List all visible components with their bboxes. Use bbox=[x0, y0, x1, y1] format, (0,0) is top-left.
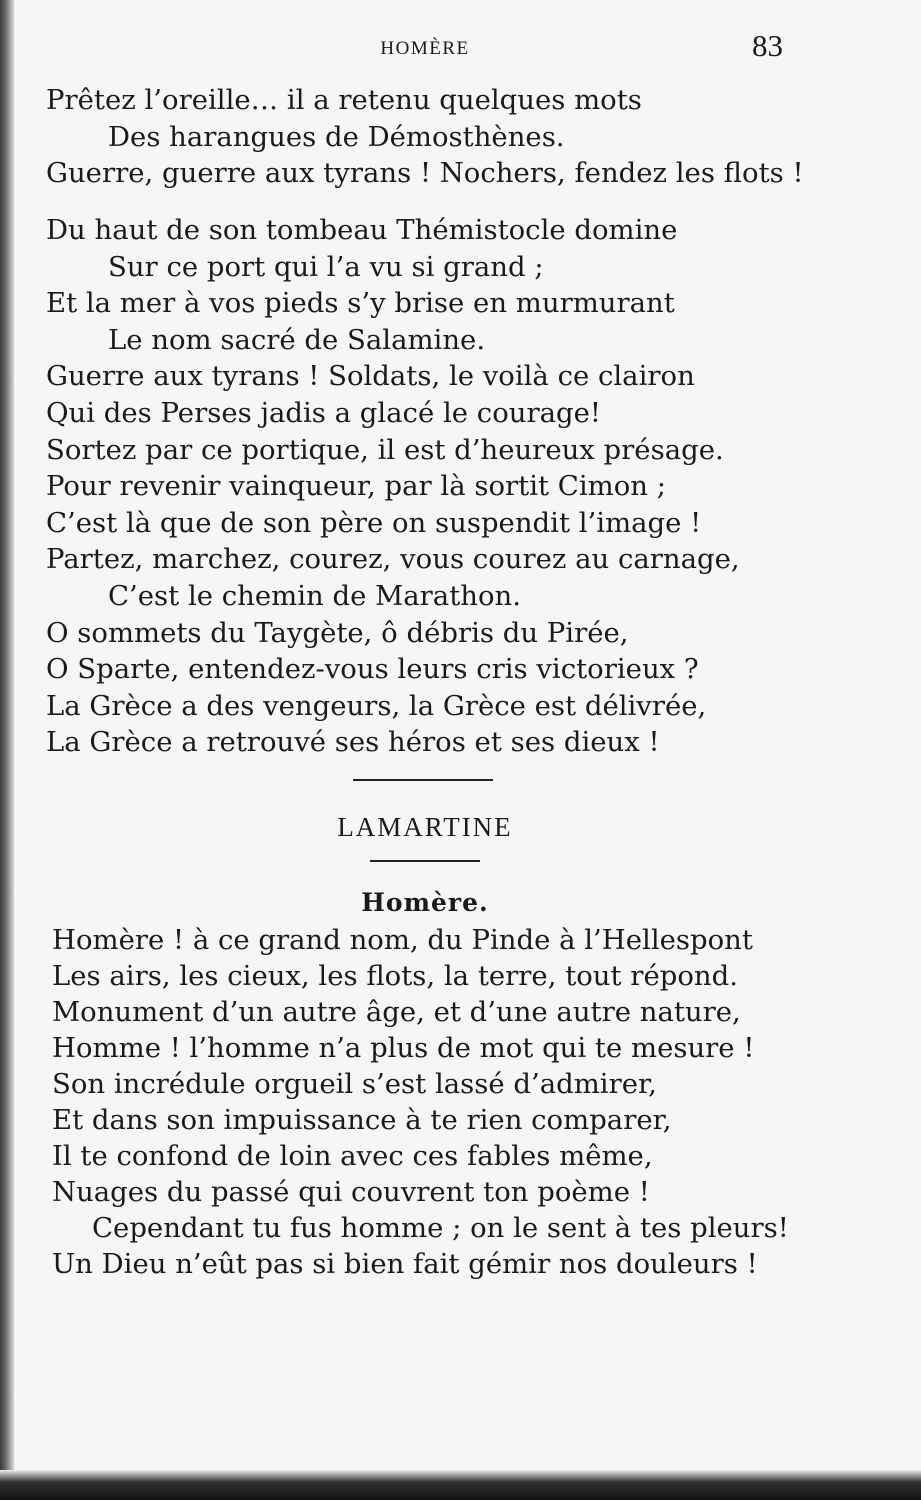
author-heading: LAMARTINE bbox=[337, 812, 513, 842]
verse-line: Le nom sacré de Salamine. bbox=[108, 323, 486, 356]
verse-line: C’est le chemin de Marathon. bbox=[108, 579, 521, 612]
verse-line: Prêtez l’oreille… il a retenu quelques mots bbox=[46, 84, 642, 116]
verse-line: Nuages du passé qui couvrent ton poème ! bbox=[52, 1176, 650, 1208]
verse-line: Guerre aux tyrans ! Soldats, le voilà ce clairon bbox=[46, 360, 695, 393]
verse-line: Homère ! à ce grand nom, du Pinde à l’Hellespont bbox=[52, 924, 753, 956]
verse-line: La Grèce a retrouvé ses héros et ses dieux ! bbox=[46, 726, 660, 759]
verse-line: Guerre, guerre aux tyrans ! Nochers, fendez les flots ! bbox=[46, 157, 804, 190]
verse-line: O sommets du Taygète, ô débris du Pirée, bbox=[46, 616, 629, 649]
poem-title: Homère. bbox=[361, 888, 489, 917]
verse-line: Partez, marchez, courez, vous courez au carnage, bbox=[46, 543, 740, 576]
verse-line: Son incrédule orgueil s’est lassé d’admirer, bbox=[52, 1068, 657, 1100]
verse-line: Et dans son impuissance à te rien comparer, bbox=[52, 1104, 672, 1136]
verse-line: C’est là que de son père on suspendit l’image ! bbox=[46, 506, 702, 539]
verse-line: Les airs, les cieux, les flots, la terre, tout répond. bbox=[52, 960, 738, 992]
section-divider bbox=[353, 779, 493, 781]
page-binding-edge bbox=[0, 0, 14, 1500]
page-bottom-edge bbox=[0, 1470, 921, 1500]
verse-line: Il te confond de loin avec ces fables même, bbox=[52, 1140, 653, 1172]
stanza-1 bbox=[46, 82, 804, 192]
verse-line: Du haut de son tombeau Thémistocle domine bbox=[46, 214, 678, 246]
verse-line: Homme ! l’homme n’a plus de mot qui te mesure ! bbox=[52, 1032, 755, 1064]
verse-line: Un Dieu n’eût pas si bien fait gémir nos douleurs ! bbox=[52, 1248, 758, 1280]
verse-line: Qui des Perses jadis a glacé le courage! bbox=[46, 396, 601, 429]
verse-line: Et la mer à vos pieds s’y brise en murmurant bbox=[46, 287, 675, 320]
verse-line: Des harangues de Démosthènes. bbox=[108, 120, 565, 153]
verse-line: Cependant tu fus homme ; on le sent à tes pleurs! bbox=[92, 1212, 789, 1244]
verse-line: Monument d’un autre âge, et d’une autre nature, bbox=[52, 996, 741, 1028]
verse-line: Pour revenir vainqueur, par là sortit Cimon ; bbox=[46, 470, 666, 503]
running-head: HOMÈRE bbox=[380, 38, 470, 59]
verse-line: Sortez par ce portique, il est d’heureux présage. bbox=[46, 433, 724, 466]
stanza-2 bbox=[46, 212, 740, 761]
stanza-3 bbox=[52, 922, 789, 1282]
verse-line: Sur ce port qui l’a vu si grand ; bbox=[108, 250, 544, 283]
heading-underline bbox=[370, 860, 480, 862]
verse-line: O Sparte, entendez-vous leurs cris victorieux ? bbox=[46, 653, 699, 686]
verse-line: La Grèce a des vengeurs, la Grèce est délivrée, bbox=[46, 689, 707, 722]
page-number: 83 bbox=[752, 28, 783, 63]
